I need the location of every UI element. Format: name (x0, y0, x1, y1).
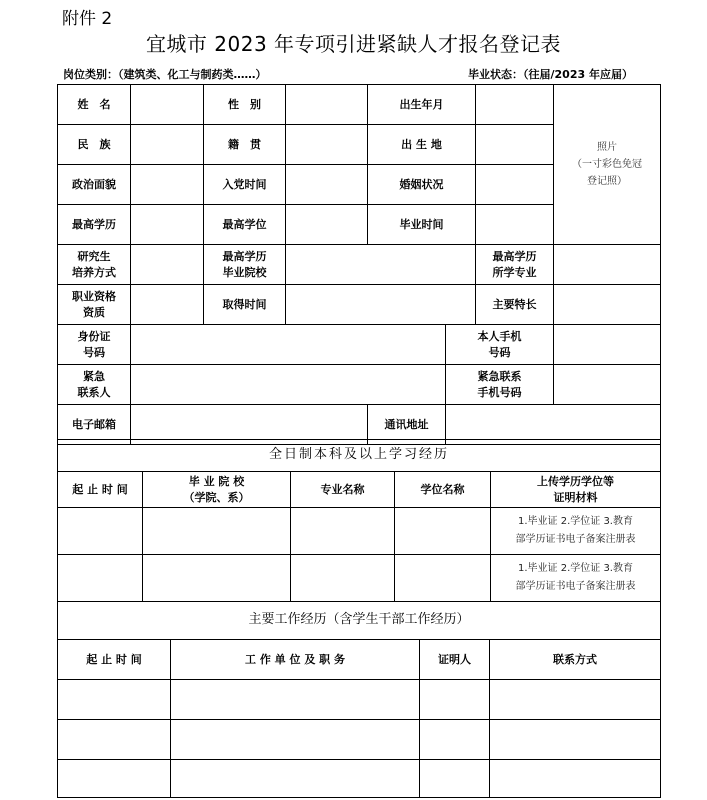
label-school-2: 毕业院校 (222, 265, 267, 279)
input-school[interactable] (286, 245, 476, 285)
study-row-note-1: 1.毕业证 2.学位证 3.教育 (518, 563, 633, 574)
input-cert[interactable] (131, 285, 204, 325)
input-birthplace[interactable] (476, 125, 554, 165)
study-row-degree[interactable] (395, 555, 491, 602)
input-ethnicity[interactable] (131, 125, 204, 165)
label-major (476, 245, 554, 285)
grad-status-label: 毕业状态：（往届/2023 年应届） (468, 68, 633, 81)
input-phone[interactable] (554, 325, 661, 365)
label-phone-1: 本人手机 (477, 330, 522, 344)
label-phone (446, 325, 554, 365)
input-edu[interactable] (131, 205, 204, 245)
photo-label: 照片 (597, 142, 617, 153)
study-row-upload[interactable] (491, 508, 661, 555)
label-emergency-2: 联系人 (77, 385, 111, 399)
input-name[interactable] (131, 85, 204, 125)
work-row-unit[interactable] (171, 680, 420, 720)
study-section-title: 全日制本科及以上学习经历 (58, 440, 661, 472)
work-row-contact[interactable] (490, 720, 661, 760)
input-specialty[interactable] (554, 285, 661, 325)
input-political[interactable] (131, 165, 204, 205)
input-native[interactable] (286, 125, 368, 165)
label-school (204, 245, 286, 285)
work-row-period[interactable] (58, 760, 171, 798)
photo-hint-1: （一寸彩色免冠 (572, 159, 642, 170)
work-row-witness[interactable] (420, 760, 490, 798)
work-row-period[interactable] (58, 720, 171, 760)
label-emergency-phone (446, 365, 554, 405)
page-title: 宜城市 2023 年专项引进紧缺人才报名登记表 (145, 32, 562, 56)
study-row-note-2: 部学历证书电子备案注册表 (515, 581, 636, 592)
study-row-major[interactable] (291, 508, 395, 555)
label-address: 通讯地址 (368, 405, 446, 445)
work-row-witness[interactable] (420, 680, 490, 720)
work-row (58, 680, 661, 720)
label-party-time: 入党时间 (204, 165, 286, 205)
label-training (58, 245, 131, 285)
label-gender: 性 别 (204, 85, 286, 125)
label-degree: 最高学位 (204, 205, 286, 245)
label-name: 姓 名 (58, 85, 131, 125)
label-grad-time: 毕业时间 (368, 205, 476, 245)
study-col-degree: 学位名称 (395, 472, 491, 508)
label-ethnicity: 民 族 (58, 125, 131, 165)
attachment-label: 附件 2 (62, 9, 113, 29)
work-row-unit[interactable] (171, 760, 420, 798)
input-birth[interactable] (476, 85, 554, 125)
input-gender[interactable] (286, 85, 368, 125)
work-row-contact[interactable] (490, 680, 661, 720)
basic-info-table (57, 84, 661, 445)
label-obtain-time: 取得时间 (204, 285, 286, 325)
label-birth: 出生年月 (368, 85, 476, 125)
study-table (57, 439, 661, 602)
photo-hint-2: 登记照） (587, 176, 627, 187)
work-table (57, 601, 661, 798)
study-row-period[interactable] (58, 555, 143, 602)
label-marital: 婚姻状况 (368, 165, 476, 205)
label-edu: 最高学历 (58, 205, 131, 245)
study-row (58, 555, 661, 602)
label-id-1: 身份证 (77, 330, 111, 344)
label-id (58, 325, 131, 365)
label-native: 籍 贯 (204, 125, 286, 165)
study-col-school-1: 毕 业 院 校 (188, 475, 245, 489)
study-row-period[interactable] (58, 508, 143, 555)
label-political: 政治面貌 (58, 165, 131, 205)
input-emergency[interactable] (131, 365, 446, 405)
input-grad-time[interactable] (476, 205, 554, 245)
work-col-period: 起 止 时 间 (58, 640, 171, 680)
work-col-contact: 联系方式 (490, 640, 661, 680)
label-cert-2: 资质 (83, 305, 105, 319)
work-col-unit: 工 作 单 位 及 职 务 (171, 640, 420, 680)
study-col-upload (491, 472, 661, 508)
study-row-school[interactable] (143, 555, 291, 602)
label-cert-1: 职业资格 (72, 290, 116, 304)
study-col-upload-1: 上传学历学位等 (537, 475, 614, 489)
label-id-2: 号码 (83, 345, 105, 359)
study-col-upload-2: 证明材料 (553, 490, 598, 504)
label-specialty: 主要特长 (476, 285, 554, 325)
work-row-period[interactable] (58, 680, 171, 720)
label-emergency (58, 365, 131, 405)
label-phone-2: 号码 (488, 345, 511, 359)
input-training[interactable] (131, 245, 204, 285)
work-row-unit[interactable] (171, 720, 420, 760)
study-row-degree[interactable] (395, 508, 491, 555)
label-major-1: 最高学历 (492, 250, 537, 264)
study-row-school[interactable] (143, 508, 291, 555)
work-section-title: 主要工作经历（含学生干部工作经历） (58, 602, 661, 640)
label-birthplace: 出 生 地 (368, 125, 476, 165)
input-major[interactable] (554, 245, 661, 285)
study-row-note-2: 部学历证书电子备案注册表 (515, 534, 636, 545)
work-row-contact[interactable] (490, 760, 661, 798)
input-id[interactable] (131, 325, 446, 365)
study-col-school (143, 472, 291, 508)
work-row-witness[interactable] (420, 720, 490, 760)
work-row (58, 720, 661, 760)
label-emergency-phone-2: 手机号码 (477, 385, 522, 399)
study-row (58, 508, 661, 555)
label-emergency-1: 紧急 (83, 370, 105, 384)
label-emergency-phone-1: 紧急联系 (477, 370, 522, 384)
input-degree[interactable] (286, 205, 368, 245)
study-row-upload[interactable] (491, 555, 661, 602)
study-row-major[interactable] (291, 555, 395, 602)
study-col-major: 专业名称 (291, 472, 395, 508)
post-category-label: 岗位类别：（建筑类、化工与制药类……） (63, 68, 267, 81)
work-row (58, 760, 661, 798)
input-obtain-time[interactable] (286, 285, 476, 325)
study-col-school-2: （学院、系） (183, 490, 250, 504)
label-email: 电子邮箱 (58, 405, 131, 445)
input-emergency-phone[interactable] (554, 365, 661, 405)
label-cert (58, 285, 131, 325)
label-school-1: 最高学历 (222, 250, 267, 264)
study-row-note-1: 1.毕业证 2.学位证 3.教育 (518, 516, 633, 527)
label-major-2: 所学专业 (492, 265, 537, 279)
label-training-2: 培养方式 (72, 265, 116, 279)
label-training-1: 研究生 (77, 250, 111, 264)
study-col-period: 起 止 时 间 (58, 472, 143, 508)
input-party-time[interactable] (286, 165, 368, 205)
photo-box[interactable] (554, 85, 661, 245)
input-marital[interactable] (476, 165, 554, 205)
work-col-witness: 证明人 (420, 640, 490, 680)
